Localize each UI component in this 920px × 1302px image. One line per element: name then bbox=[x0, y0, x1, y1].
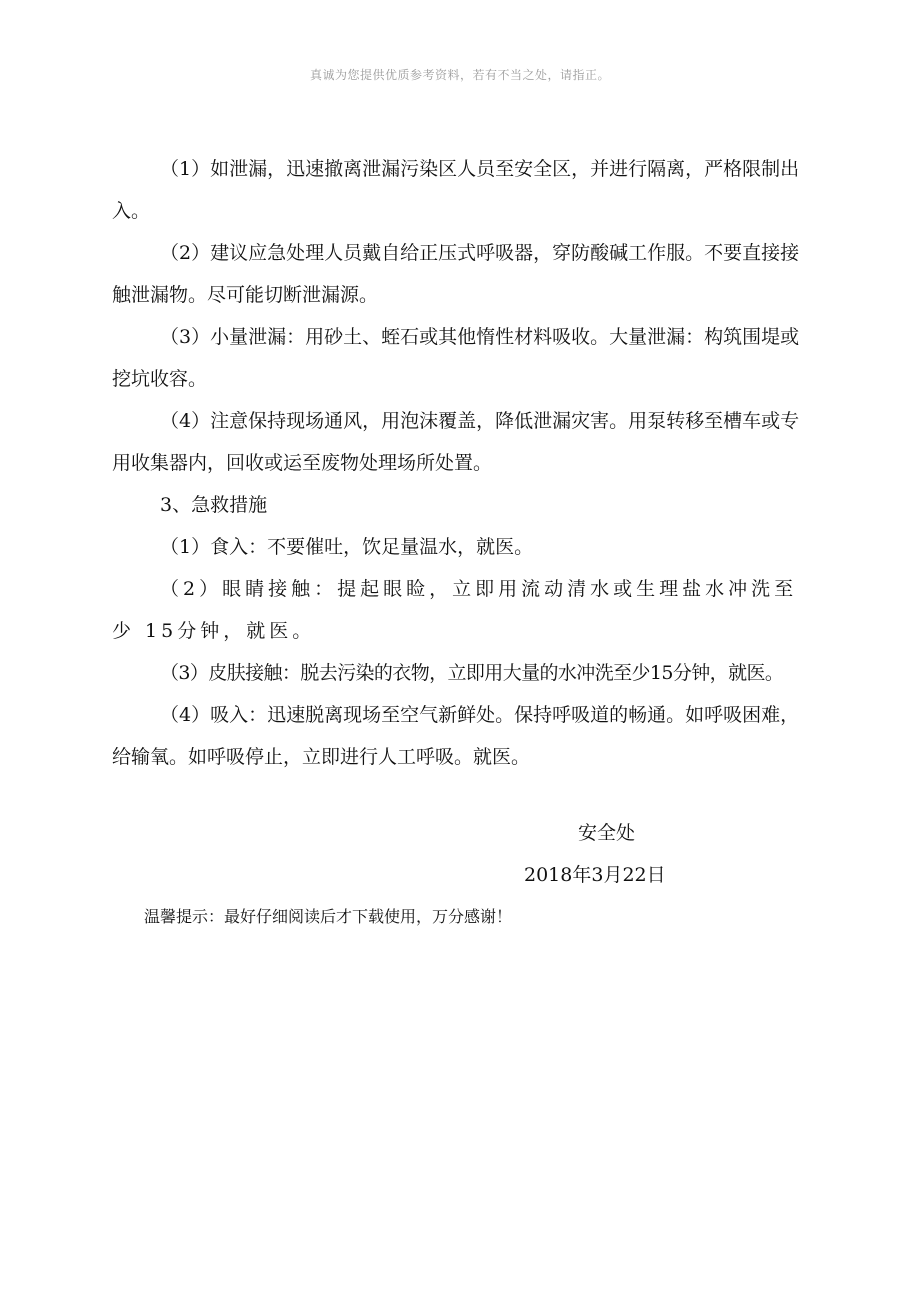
signature-date: 2018年3月22日 bbox=[524, 864, 666, 886]
first-aid-item-2: （2）眼睛接触：提起眼睑，立即用流动清水或生理盐水冲洗至少 15分钟，就医。 bbox=[112, 578, 798, 642]
section-heading-first-aid: 3、急救措施 bbox=[160, 494, 268, 516]
document-body bbox=[112, 148, 812, 778]
first-aid-item-3: （3）皮肤接触：脱去污染的衣物，立即用大量的水冲洗至少15分钟，就医。 bbox=[160, 662, 784, 684]
header-watermark: 真诚为您提供优质参考资料，若有不当之处，请指正。 bbox=[309, 68, 610, 82]
leak-item-4: （4）注意保持现场通风，用泡沫覆盖，降低泄漏灾害。用泵转移至槽车或专用收集器内，回收或运至废物处理场所处置。 bbox=[112, 410, 800, 474]
signature-department: 安全处 bbox=[578, 822, 636, 844]
first-aid-item-1: （1）食入：不要催吐，饮足量温水，就医。 bbox=[160, 536, 534, 558]
leak-item-1: （1）如泄漏，迅速撤离泄漏污染区人员至安全区，并进行隔离，严格限制出入。 bbox=[112, 158, 800, 222]
footer-tip: 温馨提示：最好仔细阅读后才下载使用，万分感谢！ bbox=[144, 907, 513, 926]
leak-item-2: （2）建议应急处理人员戴自给正压式呼吸器，穿防酸碱工作服。不要直接接触泄漏物。尽可能切断泄漏源。 bbox=[112, 242, 800, 306]
leak-item-3: （3）小量泄漏：用砂土、蛭石或其他惰性材料吸收。大量泄漏：构筑围堤或挖坑收容。 bbox=[112, 326, 800, 390]
first-aid-item-4: （4）吸入：迅速脱离现场至空气新鲜处。保持呼吸道的畅通。如呼吸困难，给输氧。如呼吸停止，立即进行人工呼吸。就医。 bbox=[112, 704, 800, 768]
